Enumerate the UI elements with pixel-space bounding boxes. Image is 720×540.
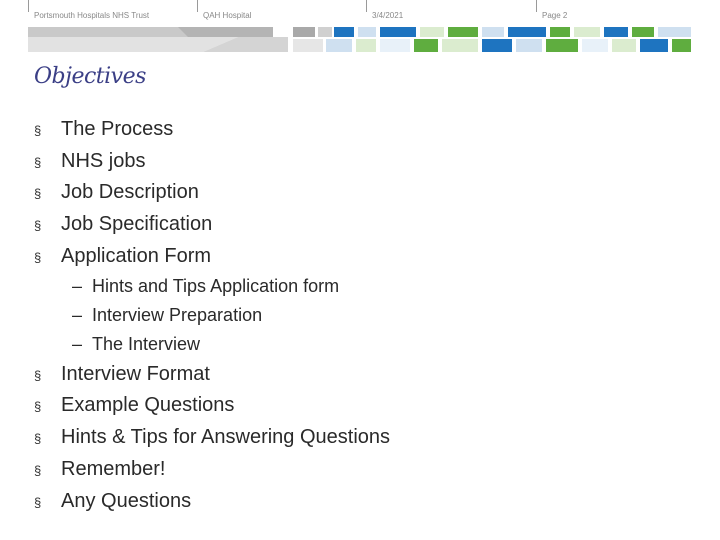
list-item-label: Interview Format — [61, 363, 210, 385]
list-item-label: Remember! — [61, 458, 166, 480]
bullet-icon: § — [34, 399, 42, 414]
bullet-icon: § — [34, 123, 42, 138]
sub-list-item-label: Hints and Tips Application form — [92, 276, 340, 296]
bullet-icon: § — [34, 431, 42, 446]
header-page-number: Page 2 — [542, 11, 568, 20]
header-organisation: Portsmouth Hospitals NHS Trust — [34, 11, 150, 20]
list-item-label: NHS jobs — [61, 150, 146, 172]
list-item-label: The Process — [61, 118, 174, 140]
header-date: 3/4/2021 — [372, 11, 404, 20]
dash-icon: – — [72, 334, 83, 354]
bullet-icon: § — [34, 463, 42, 478]
dash-icon: – — [72, 305, 83, 325]
slide-title: Objectives — [34, 64, 146, 89]
sub-list-item-label: Interview Preparation — [92, 305, 263, 325]
header-site: QAH Hospital — [203, 11, 252, 20]
dash-icon: – — [72, 276, 83, 296]
sub-list-item-label: The Interview — [92, 334, 201, 354]
bullet-icon: § — [34, 250, 42, 265]
list-item-label: Any Questions — [61, 490, 192, 512]
list-item-label: Example Questions — [61, 394, 235, 416]
list-item-label: Hints & Tips for Answering Questions — [61, 426, 391, 448]
bullet-icon: § — [34, 368, 42, 383]
list-item-label: Application Form — [61, 245, 212, 267]
list-item-label: Job Description — [61, 181, 199, 203]
bullet-icon: § — [34, 218, 42, 233]
bullet-icon: § — [34, 186, 42, 201]
bullet-icon: § — [34, 155, 42, 170]
bullet-icon: § — [34, 495, 42, 510]
list-item-label: Job Specification — [61, 213, 213, 235]
